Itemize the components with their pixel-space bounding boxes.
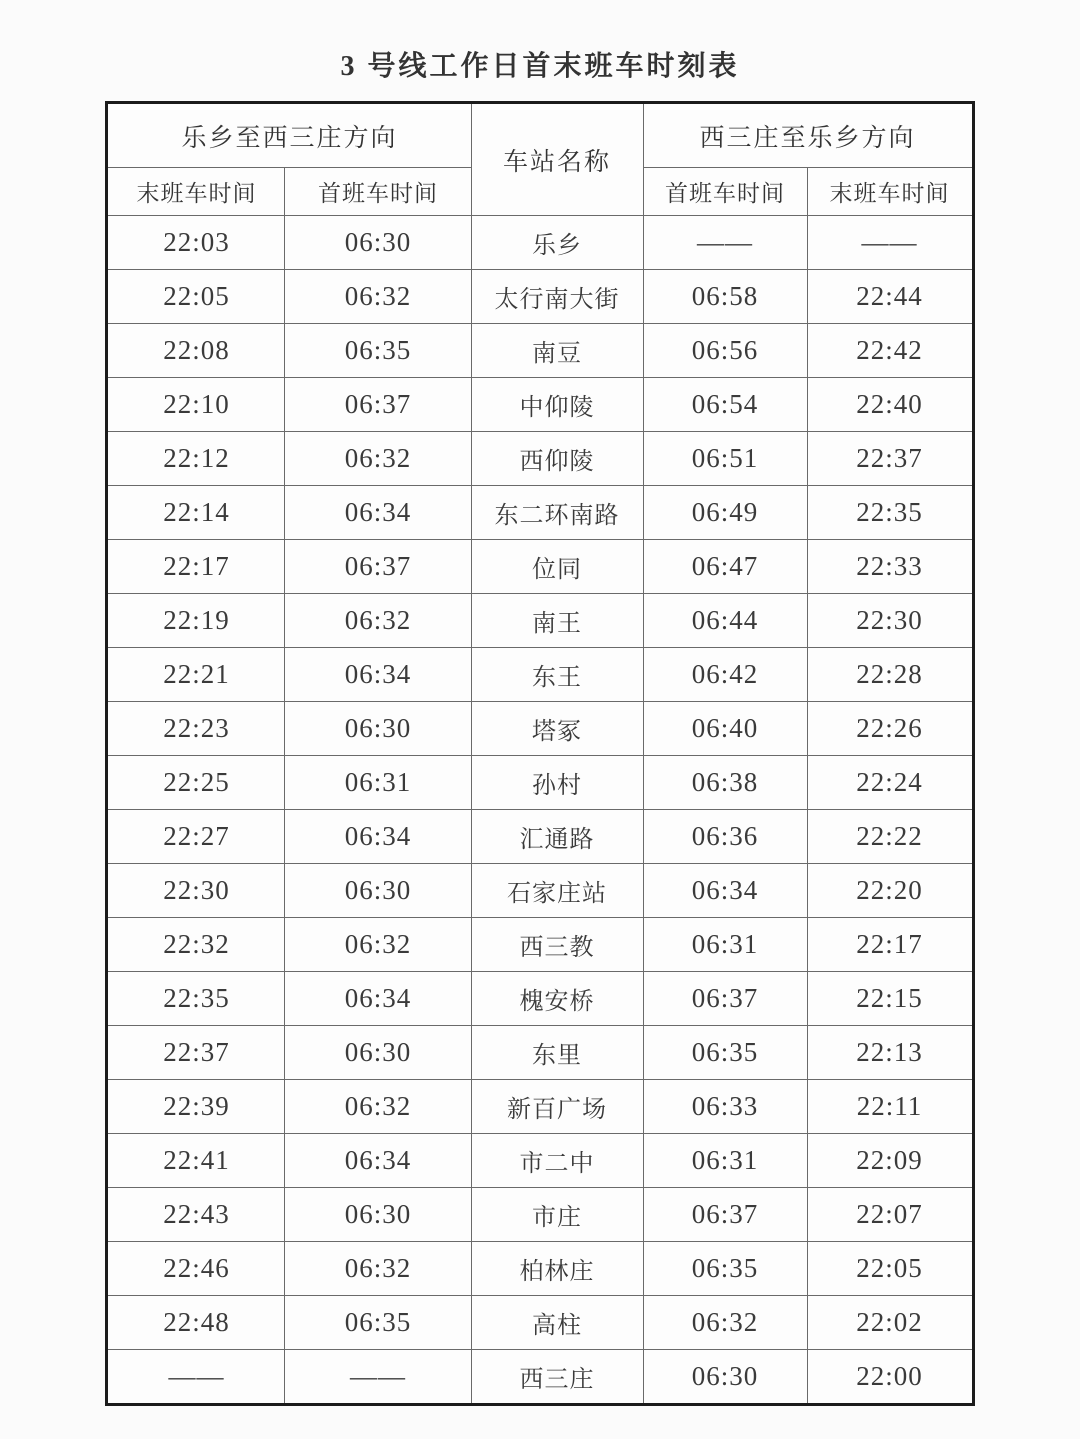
table-row xyxy=(107,648,973,702)
time-cell: 06:37 xyxy=(285,378,471,432)
time-cell: 22:09 xyxy=(807,1134,973,1188)
time-cell: 22:44 xyxy=(807,270,973,324)
table-row xyxy=(107,540,973,594)
time-cell: 06:30 xyxy=(643,1350,807,1405)
time-cell: 22:40 xyxy=(807,378,973,432)
time-cell: 22:14 xyxy=(107,486,285,540)
station-name-cell: 西三庄 xyxy=(471,1350,643,1405)
time-cell: 22:27 xyxy=(107,810,285,864)
time-cell: 22:43 xyxy=(107,1188,285,1242)
table-row xyxy=(107,1188,973,1242)
time-cell: 22:07 xyxy=(807,1188,973,1242)
time-cell: 06:38 xyxy=(643,756,807,810)
table-row xyxy=(107,756,973,810)
station-name-cell: 柏林庄 xyxy=(471,1242,643,1296)
table-row xyxy=(107,1134,973,1188)
table-row xyxy=(107,1296,973,1350)
time-cell: 06:35 xyxy=(285,324,471,378)
time-cell: 06:49 xyxy=(643,486,807,540)
time-cell: 06:30 xyxy=(285,702,471,756)
time-cell: 06:32 xyxy=(285,270,471,324)
time-cell: 22:28 xyxy=(807,648,973,702)
time-cell: 22:03 xyxy=(107,216,285,270)
table-row xyxy=(107,486,973,540)
time-cell: —— xyxy=(643,216,807,270)
time-cell: —— xyxy=(107,1350,285,1405)
station-name-cell: 位同 xyxy=(471,540,643,594)
time-cell: 06:30 xyxy=(285,1026,471,1080)
time-cell: 06:30 xyxy=(285,1188,471,1242)
station-name-cell: 东王 xyxy=(471,648,643,702)
time-cell: 22:17 xyxy=(807,918,973,972)
time-cell: 22:21 xyxy=(107,648,285,702)
time-cell: 22:35 xyxy=(107,972,285,1026)
time-cell: 06:31 xyxy=(643,1134,807,1188)
right-last-train-header: 末班车时间 xyxy=(807,168,973,216)
time-cell: 22:11 xyxy=(807,1080,973,1134)
time-cell: 22:37 xyxy=(107,1026,285,1080)
station-name-cell: 东二环南路 xyxy=(471,486,643,540)
time-cell: 06:37 xyxy=(285,540,471,594)
table-row xyxy=(107,594,973,648)
time-cell: 22:00 xyxy=(807,1350,973,1405)
station-name-header: 车站名称 xyxy=(471,103,643,216)
table-row xyxy=(107,1350,973,1405)
station-name-cell: 孙村 xyxy=(471,756,643,810)
time-cell: 06:32 xyxy=(285,1080,471,1134)
time-cell: 06:47 xyxy=(643,540,807,594)
time-cell: 06:37 xyxy=(643,972,807,1026)
time-cell: 06:34 xyxy=(285,486,471,540)
time-cell: 22:13 xyxy=(807,1026,973,1080)
time-cell: 06:30 xyxy=(285,864,471,918)
time-cell: 22:41 xyxy=(107,1134,285,1188)
time-cell: 22:30 xyxy=(107,864,285,918)
direction-left-header: 乐乡至西三庄方向 xyxy=(107,103,471,168)
station-name-cell: 汇通路 xyxy=(471,810,643,864)
time-cell: 06:34 xyxy=(285,810,471,864)
time-cell: 22:39 xyxy=(107,1080,285,1134)
timetable xyxy=(105,101,974,1406)
time-cell: 06:36 xyxy=(643,810,807,864)
time-cell: 06:44 xyxy=(643,594,807,648)
time-cell: 06:30 xyxy=(285,216,471,270)
station-name-cell: 市二中 xyxy=(471,1134,643,1188)
left-last-train-header: 末班车时间 xyxy=(107,168,285,216)
time-cell: 22:25 xyxy=(107,756,285,810)
time-cell: 06:32 xyxy=(285,432,471,486)
time-cell: 06:31 xyxy=(643,918,807,972)
table-row xyxy=(107,324,973,378)
time-cell: 06:35 xyxy=(643,1242,807,1296)
table-row xyxy=(107,972,973,1026)
station-name-cell: 高柱 xyxy=(471,1296,643,1350)
time-cell: —— xyxy=(285,1350,471,1405)
time-cell: 06:33 xyxy=(643,1080,807,1134)
time-cell: 06:56 xyxy=(643,324,807,378)
time-cell: 06:54 xyxy=(643,378,807,432)
table-row xyxy=(107,270,973,324)
direction-right-header: 西三庄至乐乡方向 xyxy=(643,103,973,168)
time-cell: 22:05 xyxy=(107,270,285,324)
time-cell: 22:20 xyxy=(807,864,973,918)
table-row xyxy=(107,378,973,432)
time-cell: 22:30 xyxy=(807,594,973,648)
table-row xyxy=(107,1080,973,1134)
table-row xyxy=(107,432,973,486)
time-cell: 06:35 xyxy=(643,1026,807,1080)
direction-header-row xyxy=(107,103,973,168)
station-name-cell: 太行南大街 xyxy=(471,270,643,324)
table-row xyxy=(107,1242,973,1296)
left-first-train-header: 首班车时间 xyxy=(285,168,471,216)
station-name-cell: 塔冢 xyxy=(471,702,643,756)
station-name-cell: 东里 xyxy=(471,1026,643,1080)
station-name-cell: 西三教 xyxy=(471,918,643,972)
time-cell: 22:19 xyxy=(107,594,285,648)
table-row xyxy=(107,918,973,972)
time-cell: 22:12 xyxy=(107,432,285,486)
table-row xyxy=(107,810,973,864)
time-cell: 22:10 xyxy=(107,378,285,432)
time-cell: 22:33 xyxy=(807,540,973,594)
station-name-cell: 市庄 xyxy=(471,1188,643,1242)
station-name-cell: 南豆 xyxy=(471,324,643,378)
time-cell: 06:51 xyxy=(643,432,807,486)
time-cell: 06:32 xyxy=(285,594,471,648)
time-cell: 22:37 xyxy=(807,432,973,486)
right-first-train-header: 首班车时间 xyxy=(643,168,807,216)
time-cell: 06:34 xyxy=(285,1134,471,1188)
time-cell: —— xyxy=(807,216,973,270)
station-name-cell: 乐乡 xyxy=(471,216,643,270)
timetable-header xyxy=(107,103,973,216)
time-cell: 22:15 xyxy=(807,972,973,1026)
timetable-body xyxy=(107,216,973,1405)
time-cell: 06:40 xyxy=(643,702,807,756)
time-cell: 22:23 xyxy=(107,702,285,756)
time-cell: 22:02 xyxy=(807,1296,973,1350)
page-title: 3 号线工作日首末班车时刻表 xyxy=(340,51,740,82)
time-cell: 06:32 xyxy=(285,1242,471,1296)
station-name-cell: 槐安桥 xyxy=(471,972,643,1026)
time-cell: 22:46 xyxy=(107,1242,285,1296)
time-cell: 22:22 xyxy=(807,810,973,864)
table-row xyxy=(107,702,973,756)
time-cell: 22:48 xyxy=(107,1296,285,1350)
time-cell: 22:05 xyxy=(807,1242,973,1296)
time-cell: 06:32 xyxy=(643,1296,807,1350)
time-cell: 06:34 xyxy=(643,864,807,918)
time-cell: 06:31 xyxy=(285,756,471,810)
time-cell: 22:24 xyxy=(807,756,973,810)
station-name-cell: 西仰陵 xyxy=(471,432,643,486)
time-cell: 22:26 xyxy=(807,702,973,756)
table-row xyxy=(107,864,973,918)
time-cell: 06:32 xyxy=(285,918,471,972)
time-cell: 06:35 xyxy=(285,1296,471,1350)
time-cell: 06:58 xyxy=(643,270,807,324)
station-name-cell: 中仰陵 xyxy=(471,378,643,432)
station-name-cell: 石家庄站 xyxy=(471,864,643,918)
station-name-cell: 南王 xyxy=(471,594,643,648)
time-cell: 22:35 xyxy=(807,486,973,540)
table-row xyxy=(107,1026,973,1080)
time-cell: 06:42 xyxy=(643,648,807,702)
time-cell: 06:37 xyxy=(643,1188,807,1242)
time-cell: 22:08 xyxy=(107,324,285,378)
station-name-cell: 新百广场 xyxy=(471,1080,643,1134)
table-row xyxy=(107,216,973,270)
time-cell: 22:17 xyxy=(107,540,285,594)
time-cell: 22:42 xyxy=(807,324,973,378)
time-cell: 22:32 xyxy=(107,918,285,972)
time-cell: 06:34 xyxy=(285,972,471,1026)
time-cell: 06:34 xyxy=(285,648,471,702)
